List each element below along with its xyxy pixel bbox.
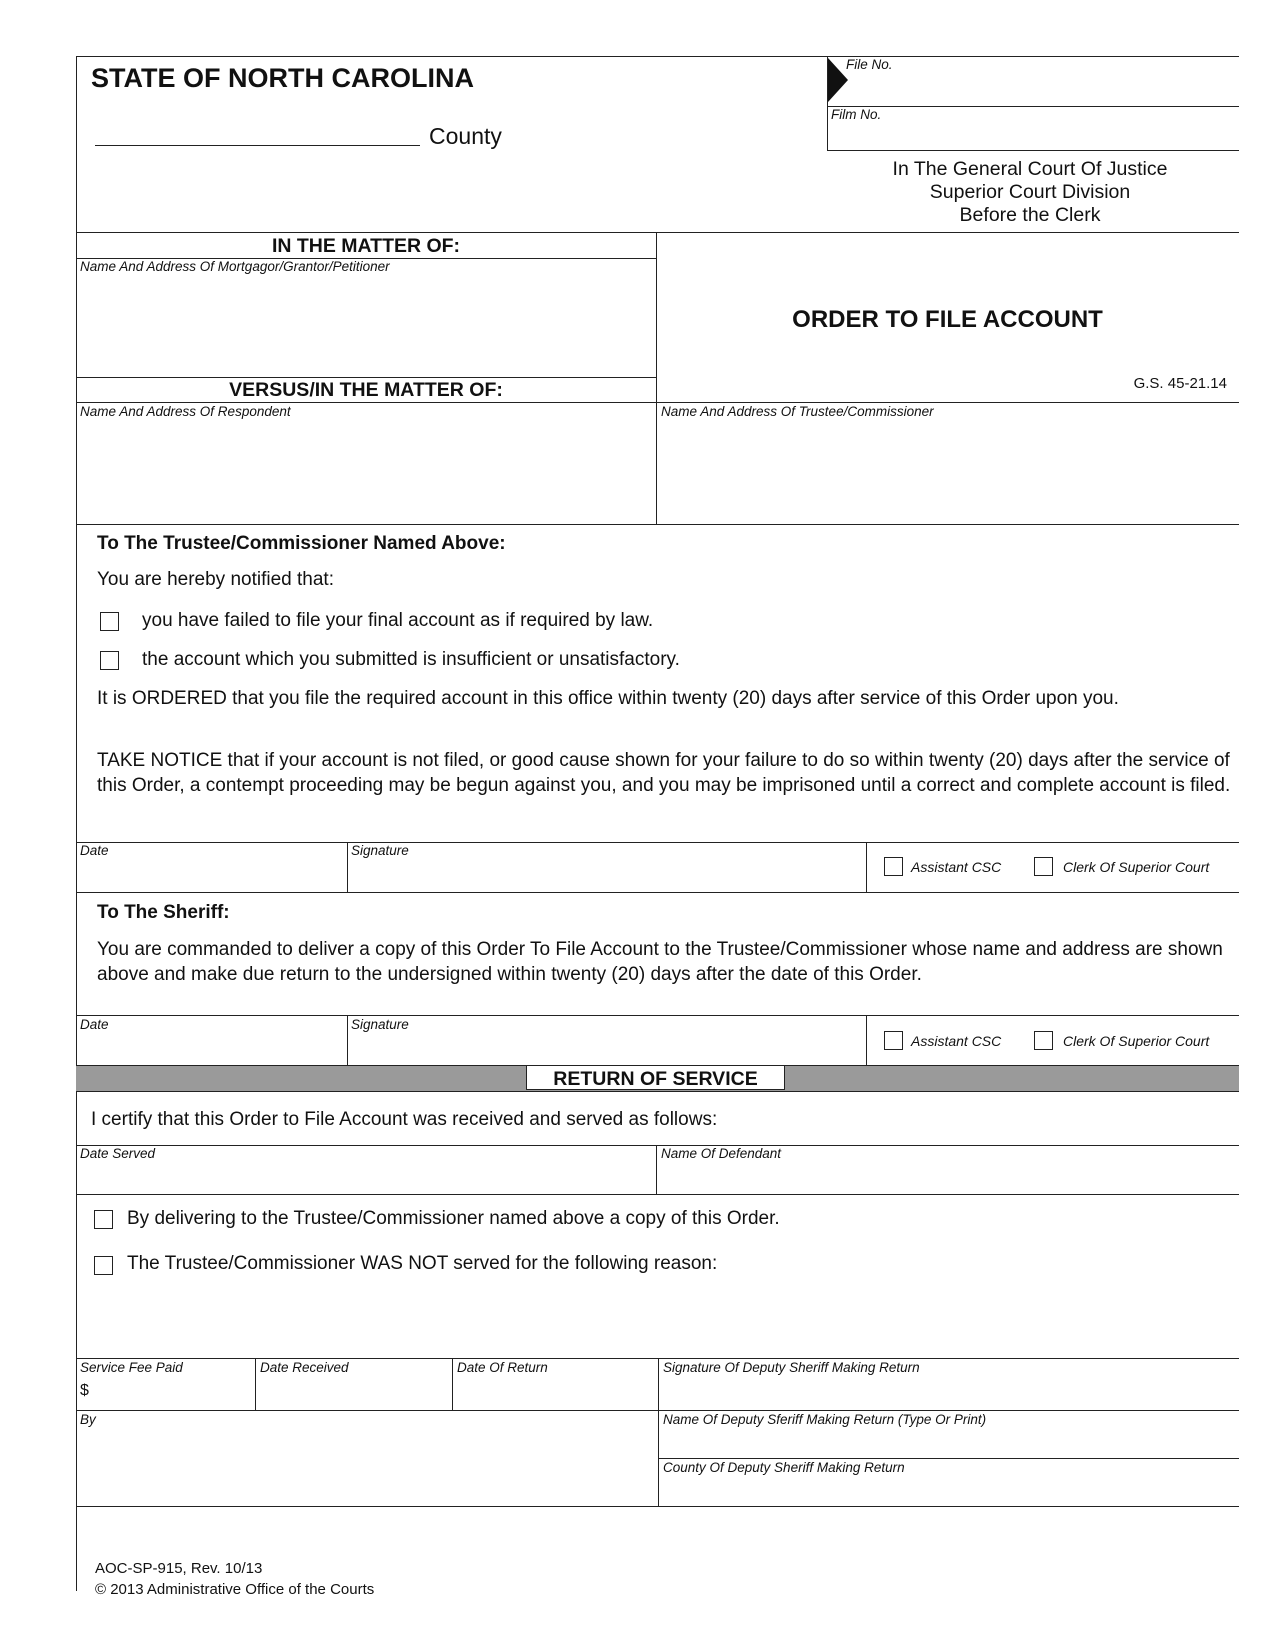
court-line: In The General Court Of Justice	[892, 158, 1168, 180]
state-title: STATE OF NORTH CAROLINA	[91, 63, 474, 93]
date-label: Date	[80, 1017, 109, 1032]
divider	[347, 1015, 348, 1065]
divider	[656, 1145, 657, 1194]
divider	[76, 1015, 1239, 1016]
date-served-label: Date Served	[80, 1146, 156, 1161]
matter-heading: IN THE MATTER OF:	[271, 235, 461, 257]
signature-label: Signature	[351, 843, 409, 858]
notice-text: TAKE NOTICE that if your account is not filed, or good cause shown for your failure to do so within twenty (20) days after the service of this Order, a contempt proceeding may be begun against you, and you may be imprisoned until a correct and complete account is filed.	[97, 750, 1231, 796]
failed-to-file-checkbox[interactable]	[100, 612, 119, 631]
option-text: The Trustee/Commissioner WAS NOT served for the following reason:	[127, 1253, 718, 1274]
court-info	[860, 158, 1200, 227]
divider	[76, 56, 77, 1591]
statute-ref: G.S. 45-21.14	[1133, 375, 1227, 392]
clerk-checkbox[interactable]	[1034, 1031, 1053, 1050]
divider	[76, 1145, 1239, 1146]
divider	[76, 402, 1239, 403]
versus-heading: VERSUS/IN THE MATTER OF:	[229, 379, 503, 401]
dollar-sign: $	[80, 1382, 89, 1399]
divider	[76, 1194, 1239, 1195]
arrow-marker-icon	[828, 58, 848, 102]
assistant-csc-checkbox[interactable]	[884, 1031, 903, 1050]
county-label: County	[429, 123, 502, 149]
respondent-label: Name And Address Of Respondent	[80, 404, 291, 419]
clerk-label: Clerk Of Superior Court	[1063, 1033, 1210, 1049]
signature-label: Signature	[351, 1017, 409, 1032]
defendant-label: Name Of Defendant	[661, 1146, 782, 1161]
date-received-label: Date Received	[260, 1360, 349, 1375]
divider	[656, 232, 657, 524]
trustee-heading: To The Trustee/Commissioner Named Above:	[97, 533, 506, 554]
county-line[interactable]	[95, 145, 420, 146]
sheriff-heading: To The Sheriff:	[97, 902, 230, 923]
date-label: Date	[80, 843, 109, 858]
option-text: you have failed to file your final account as if required by law.	[142, 610, 654, 631]
trustee-label: Name And Address Of Trustee/Commissioner	[661, 404, 934, 419]
divider	[866, 842, 867, 892]
court-line: Before the Clerk	[959, 204, 1101, 226]
order-title: ORDER TO FILE ACCOUNT	[792, 306, 1103, 333]
assistant-csc-label: Assistant CSC	[911, 859, 1002, 875]
film-no-label: Film No.	[831, 107, 882, 122]
divider	[827, 106, 1239, 107]
assistant-csc-label: Assistant CSC	[911, 1033, 1002, 1049]
certify-text: I certify that this Order to File Account was received and served as follows:	[91, 1109, 718, 1130]
file-no-label: File No.	[846, 57, 893, 72]
divider	[452, 1358, 453, 1410]
divider	[76, 1506, 1239, 1507]
petitioner-label: Name And Address Of Mortgagor/Grantor/Petitioner	[80, 259, 390, 274]
delivered-checkbox[interactable]	[94, 1210, 113, 1229]
date-return-label: Date Of Return	[457, 1360, 548, 1375]
court-line: Superior Court Division	[929, 181, 1131, 203]
divider	[658, 1458, 1239, 1459]
clerk-label: Clerk Of Superior Court	[1063, 859, 1210, 875]
sheriff-text: You are commanded to deliver a copy of this Order To File Account to the Trustee/Commissioner whose name and address are shown above and make due return to the undersigned within twenty (20) days after the date of this Order.	[97, 939, 1223, 985]
divider	[866, 1015, 867, 1065]
ordered-text: It is ORDERED that you file the required account in this office within twenty (20) days after service of this Order upon you.	[97, 688, 1119, 709]
deputy-name-label: Name Of Deputy Sferiff Making Return (Type Or Print)	[663, 1412, 987, 1427]
deputy-county-label: County Of Deputy Sheriff Making Return	[663, 1460, 905, 1475]
divider	[76, 232, 1239, 233]
assistant-csc-checkbox[interactable]	[884, 857, 903, 876]
insufficient-checkbox[interactable]	[100, 651, 119, 670]
notified-text: You are hereby notified that:	[97, 569, 334, 590]
divider	[76, 892, 1239, 893]
divider	[76, 56, 827, 57]
divider	[76, 524, 1239, 525]
divider	[255, 1358, 256, 1410]
return-heading: RETURN OF SERVICE	[526, 1065, 785, 1090]
deputy-signature-label: Signature Of Deputy Sheriff Making Return	[663, 1360, 920, 1375]
divider	[76, 377, 656, 378]
divider	[347, 842, 348, 892]
copyright: © 2013 Administrative Office of the Courts	[95, 1581, 375, 1598]
form-number: AOC-SP-915, Rev. 10/13	[95, 1560, 263, 1577]
divider	[827, 150, 1239, 151]
divider	[76, 842, 1239, 843]
option-text: By delivering to the Trustee/Commissioner named above a copy of this Order.	[127, 1208, 780, 1229]
divider	[658, 1358, 659, 1506]
fee-label: Service Fee Paid	[80, 1360, 183, 1375]
by-label: By	[80, 1412, 96, 1427]
option-text: the account which you submitted is insufficient or unsatisfactory.	[142, 649, 680, 670]
footer	[95, 1558, 374, 1600]
clerk-checkbox[interactable]	[1034, 857, 1053, 876]
divider	[76, 1410, 1239, 1411]
not-served-checkbox[interactable]	[94, 1256, 113, 1275]
